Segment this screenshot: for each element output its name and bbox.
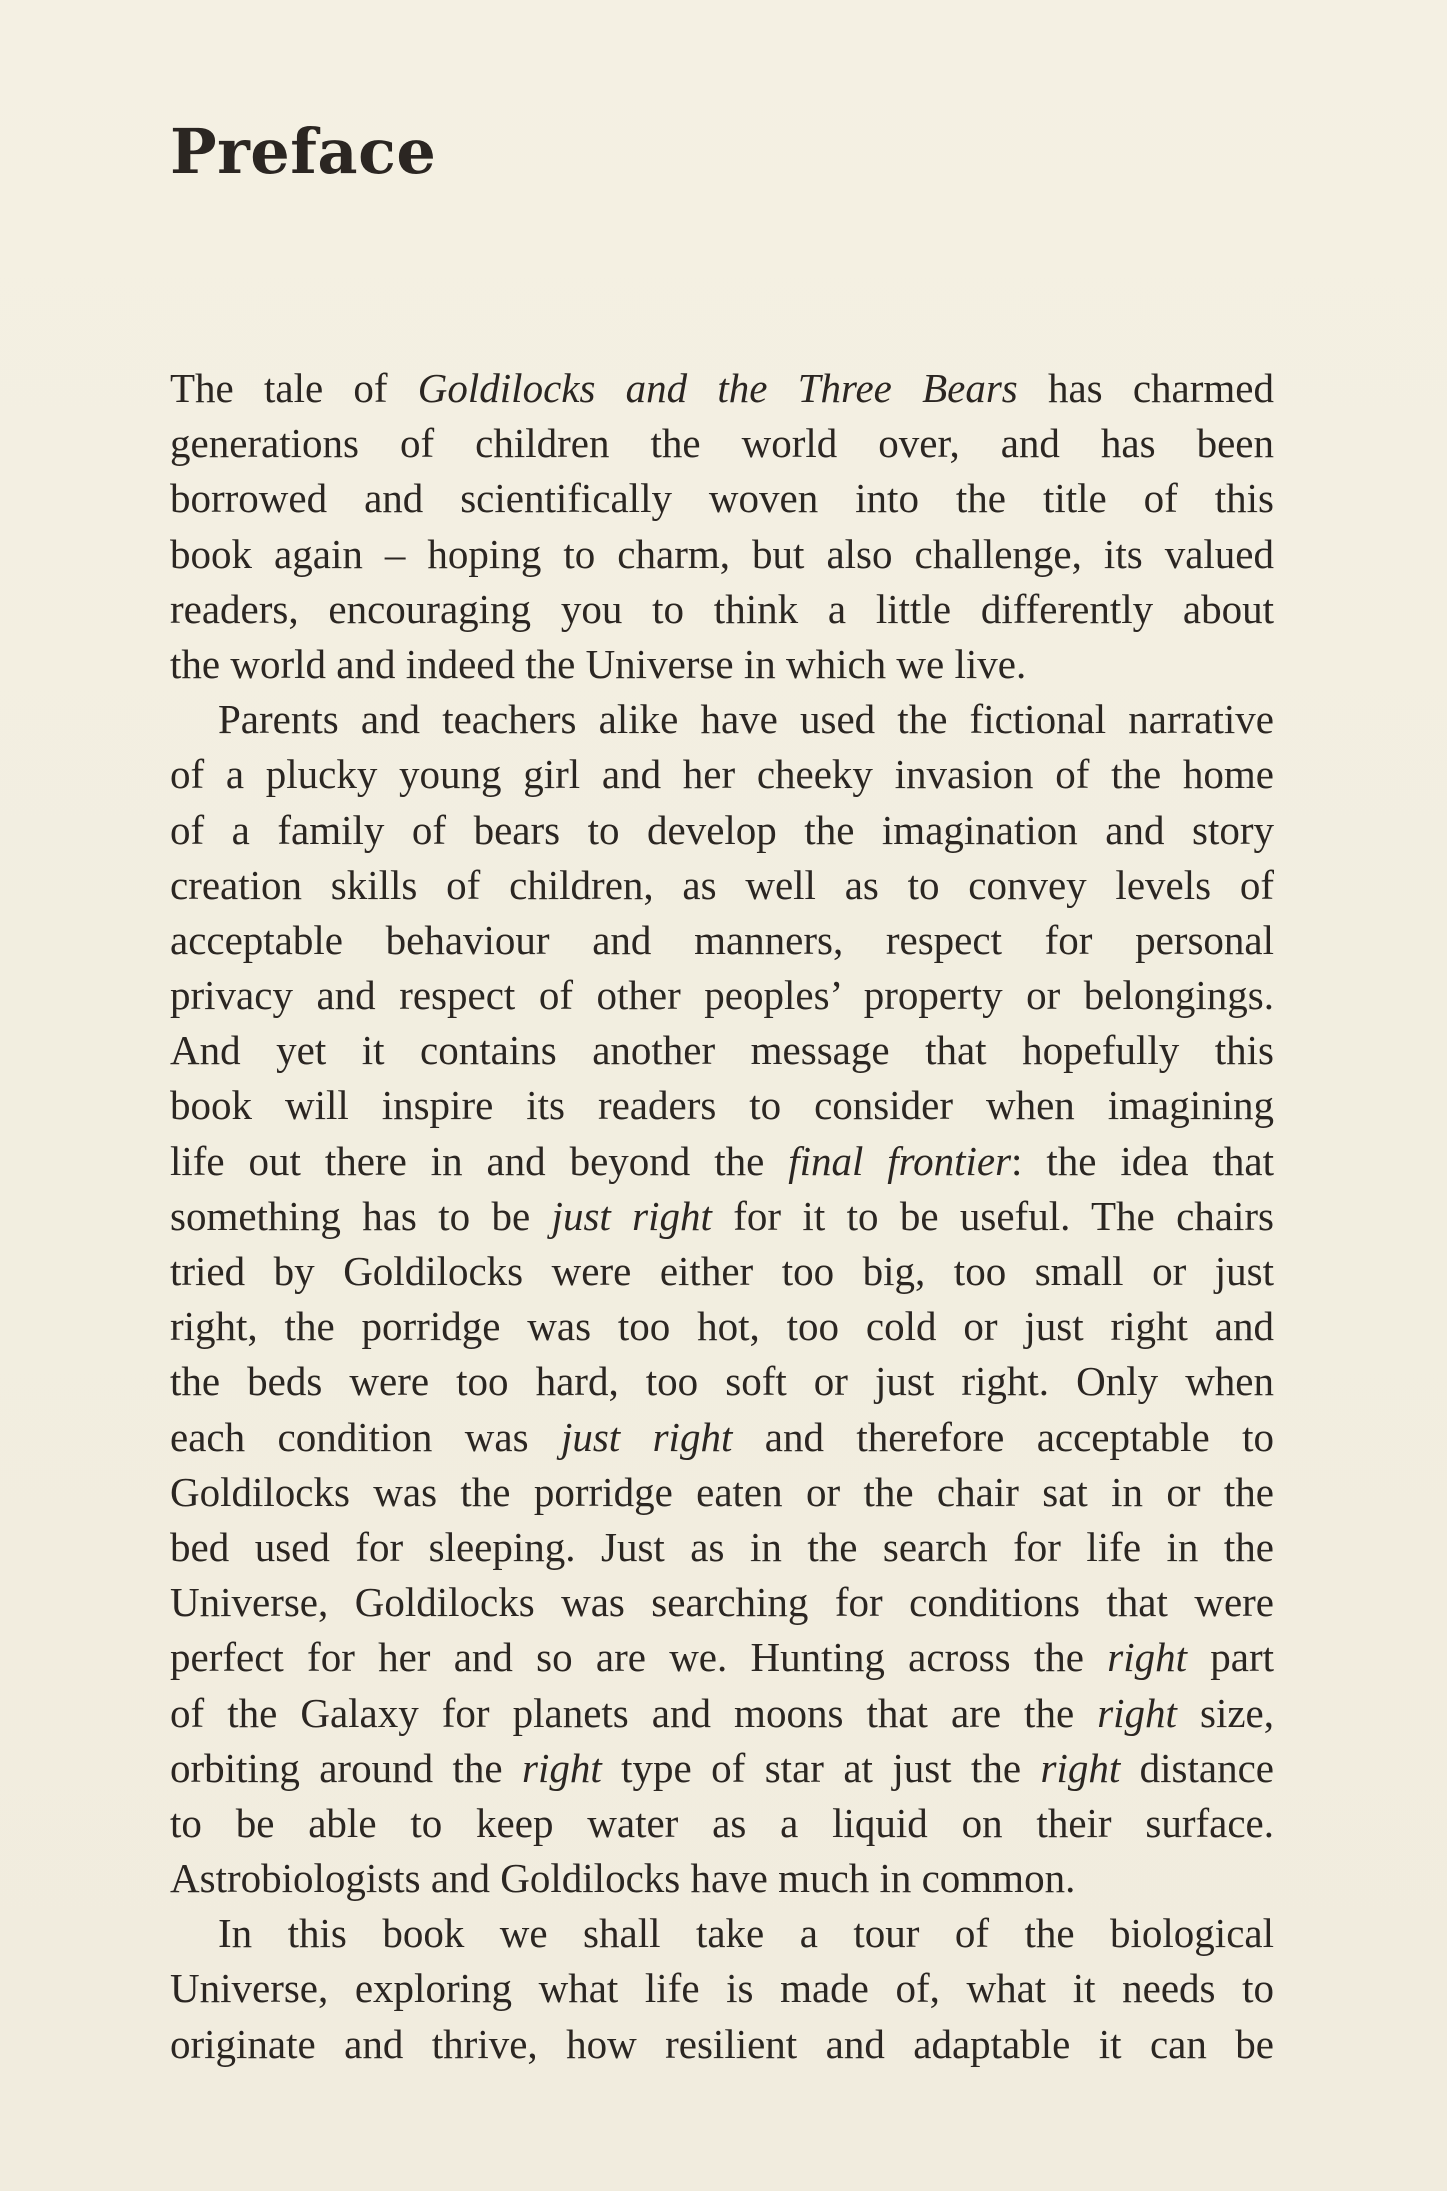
text-run: In this book we shall take a tour of the biological — [218, 1910, 1274, 1957]
body-text — [170, 361, 1274, 2072]
text-line — [170, 1354, 1274, 1409]
text-run: type of star at just the — [601, 1744, 1041, 1791]
text-run: acceptable behaviour and manners, respect for personal — [170, 916, 1274, 963]
italic-text: just right — [551, 1192, 712, 1239]
text-line — [170, 637, 1274, 692]
text-line — [170, 913, 1274, 968]
italic-text: right — [1097, 1689, 1177, 1736]
text-run: life out there in and beyond the — [170, 1137, 789, 1184]
text-line — [170, 1851, 1274, 1906]
text-run: Universe, exploring what life is made of, what it needs to — [170, 1965, 1274, 2012]
text-run: borrowed and scientifically woven into the title of this — [170, 475, 1274, 522]
text-line — [170, 1796, 1274, 1851]
text-line — [170, 968, 1274, 1023]
italic-text: right — [1107, 1634, 1187, 1681]
text-run: size, — [1176, 1689, 1274, 1736]
italic-text: Goldilocks and the Three Bears — [417, 365, 1018, 411]
italic-text: just right — [560, 1413, 733, 1460]
text-run: tried by Goldilocks were either too big, too small or just — [170, 1248, 1274, 1294]
text-run: Universe, Goldilocks was searching for conditions that were — [170, 1579, 1274, 1626]
text-line — [170, 471, 1274, 526]
text-run: orbiting around the — [170, 1744, 522, 1791]
text-line — [170, 1630, 1274, 1685]
text-run: privacy and respect of other peoples’ property or belongings. — [170, 972, 1274, 1019]
paragraph — [170, 361, 1274, 692]
text-run: to be able to keep water as a liquid on their surface. — [170, 1799, 1274, 1846]
text-line — [170, 1078, 1274, 1133]
text-run: creation skills of children, as well as to convey levels of — [170, 861, 1274, 908]
text-line — [170, 1741, 1274, 1796]
paragraph — [170, 692, 1274, 1906]
text-run: something has to be — [170, 1192, 552, 1239]
text-line — [170, 1023, 1274, 1078]
text-line — [170, 1520, 1274, 1575]
text-line — [170, 747, 1274, 802]
text-run: generations of children the world over, and has been — [170, 420, 1274, 467]
text-run: of a family of bears to develop the imagination and story — [170, 806, 1274, 853]
paragraph — [170, 1906, 1274, 2072]
text-run: And yet it contains another message that hopefully this — [170, 1027, 1274, 1074]
text-line — [170, 692, 1274, 747]
text-run: The tale of — [170, 365, 418, 411]
text-line — [170, 803, 1274, 858]
text-run: for it to be useful. The chairs — [711, 1192, 1274, 1239]
text-run: Goldilocks was the porridge eaten or the chair sat in or the — [170, 1468, 1274, 1515]
text-line — [170, 858, 1274, 913]
text-run: perfect for her and so are we. Hunting across the — [170, 1634, 1108, 1681]
text-run: Parents and teachers alike have used the fictional narrative — [218, 696, 1274, 743]
text-run: has charmed — [1017, 365, 1274, 411]
text-run: Astrobiologists and Goldilocks have much in common. — [170, 1855, 1076, 1902]
text-line — [170, 1189, 1274, 1244]
italic-text: right — [1040, 1744, 1121, 1791]
text-run: each condition was — [170, 1413, 561, 1460]
text-run: : the idea that — [1011, 1137, 1274, 1184]
text-line — [170, 1299, 1274, 1354]
text-run: originate and thrive, how resilient and adaptable it can be — [170, 2020, 1274, 2067]
text-run: of a plucky young girl and her cheeky invasion of the home — [170, 751, 1274, 798]
text-run: the beds were too hard, too soft or just right. Only when — [170, 1358, 1274, 1405]
text-run: right, the porridge was too hot, too cold or just right and — [170, 1303, 1274, 1350]
text-run: the world and indeed the Universe in which we live. — [170, 640, 1027, 687]
text-line — [170, 1575, 1274, 1630]
text-line — [170, 582, 1274, 637]
text-run: bed used for sleeping. Just as in the search for life in the — [170, 1523, 1274, 1570]
text-line — [170, 1244, 1274, 1299]
text-line — [170, 527, 1274, 582]
text-line — [170, 1686, 1274, 1741]
text-line — [170, 1961, 1274, 2016]
text-line — [170, 1906, 1274, 1961]
text-line — [170, 1134, 1274, 1189]
text-run: of the Galaxy for planets and moons that are the — [170, 1689, 1098, 1736]
text-line — [170, 416, 1274, 471]
italic-text: final frontier — [788, 1137, 1012, 1184]
text-line — [170, 1410, 1274, 1465]
page-title: Preface — [170, 115, 437, 188]
text-run: part — [1186, 1634, 1274, 1681]
text-line — [170, 361, 1274, 416]
text-run: and therefore acceptable to — [732, 1413, 1274, 1460]
italic-text: right — [522, 1744, 602, 1791]
text-run: readers, encouraging you to think a little differently about — [170, 585, 1274, 632]
text-run: distance — [1120, 1744, 1274, 1791]
text-line — [170, 2017, 1274, 2072]
text-run: book will inspire its readers to consider when imagining — [170, 1082, 1274, 1129]
text-run: book again – hoping to charm, but also challenge, its valued — [170, 530, 1274, 577]
text-line — [170, 1465, 1274, 1520]
